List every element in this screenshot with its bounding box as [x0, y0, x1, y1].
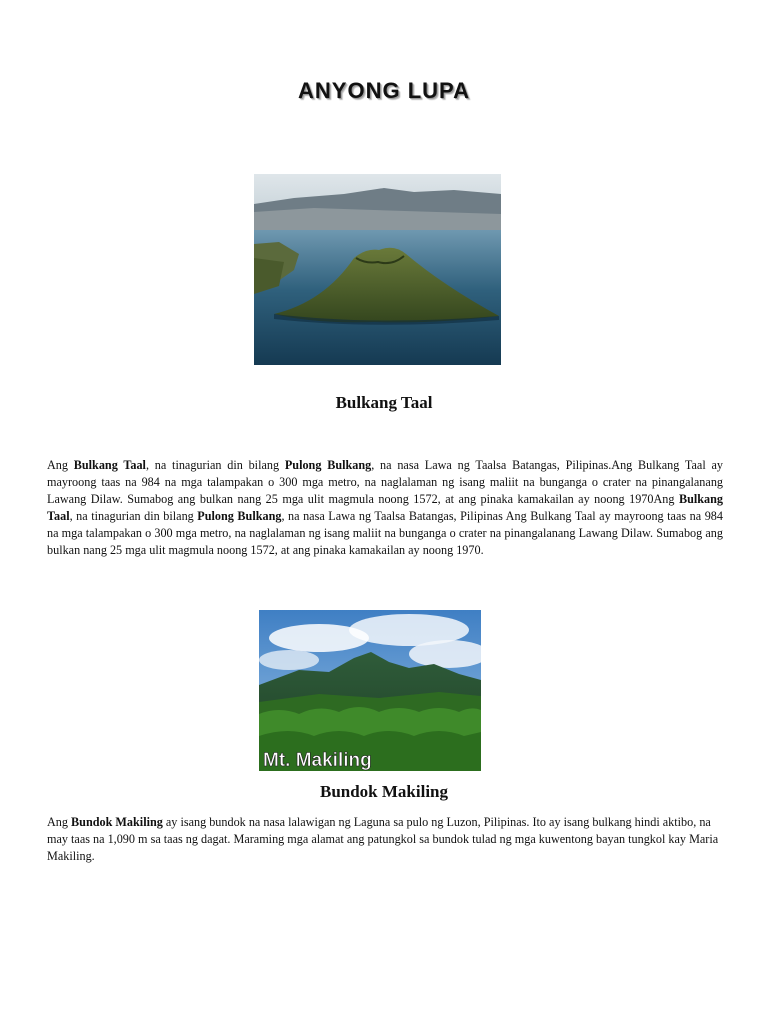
text-run: Ang: [47, 458, 74, 472]
taal-paragraph: [47, 457, 723, 559]
text-run-bold: Pulong Bulkang: [197, 509, 282, 523]
text-run: , na tinagurian din bilang: [69, 509, 198, 523]
text-run: , na nasa Lawa ng Taalsa Batangas, Pilipinas Ang Bulkang Taal ay mayroong taas na 984 na mga talampakan o 300 mga metro, na naglalaman ng isang maliit na bunganga o crater na pinangalanang Lawang Dilaw. Sumabog ang bulkan nang 25 mga ulit magmula noong 1572, at ang pinaka kamakailan ay noong 1970.: [47, 509, 723, 557]
text-run: , na nasa Lawa ng Taalsa Batangas, Pilipinas.Ang Bulkang Taal ay mayroong taas na 984 na mga talampakan o 300 mga metro, na naglalaman ng isang maliit na bunganga o crater na pinangalanang Lawang Dilaw. Sumabog ang bulkan nang 25 mga ulit magmula noong 1572, at ang pinaka kamakailan ay noong 1970Ang: [47, 458, 723, 506]
makiling-caption: Bundok Makiling: [319, 782, 449, 801]
mt-makiling-photo: [259, 610, 481, 771]
photo-overlay-label: Mt. Makiling: [263, 750, 372, 771]
text-run-bold: Bundok Makiling: [71, 815, 163, 829]
taal-volcano-photo: [254, 174, 501, 365]
taal-caption: Bulkang Taal: [335, 393, 433, 412]
makiling-paragraph: [47, 814, 723, 865]
text-run: ay isang bundok na nasa lalawigan ng Laguna sa pulo ng Luzon, Pilipinas. Ito ay isang bulkang hindi aktibo, na may taas na 1,090 m sa taas ng dagat. Maraming mga alamat ang patungkol sa bundok tulad ng mga kuwentong bayan tungkol kay Maria Makiling.: [47, 815, 719, 863]
text-run: Ang: [47, 815, 72, 829]
text-run-bold: Bulkang Taal: [73, 458, 146, 472]
page-title: ANYONG LUPA: [298, 78, 470, 103]
text-run: , na tinagurian din bilang: [145, 458, 285, 472]
text-run-bold: Pulong Bulkang: [284, 458, 372, 472]
text-run-bold: Bulkang Taal: [47, 492, 723, 523]
